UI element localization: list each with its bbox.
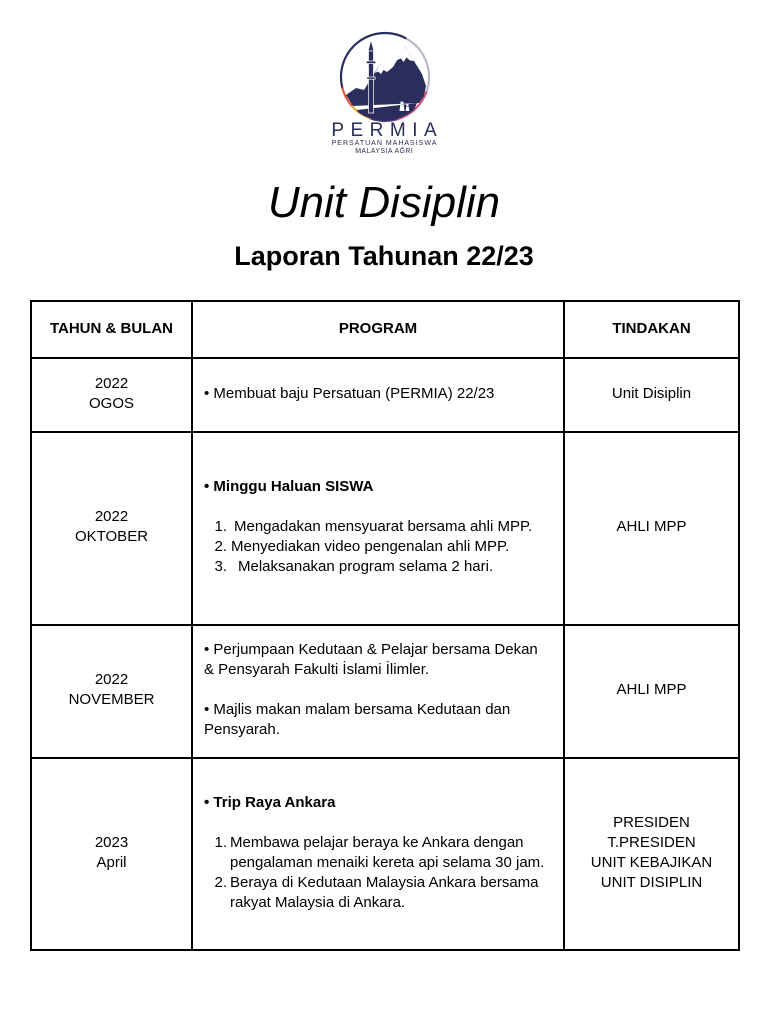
list-text: Mengadakan mensyuarat bersama ahli MPP. — [234, 518, 533, 535]
header-year-month: TAHUN & BULAN — [31, 301, 192, 358]
table-row — [31, 625, 739, 758]
list-number: 2. — [214, 873, 227, 891]
date-cell — [31, 358, 192, 432]
list-item — [204, 833, 557, 873]
program-cell — [192, 625, 564, 758]
list-text: Beraya di Kedutaan Malaysia Ankara bersama rakyat Malaysia di Ankara. — [230, 873, 539, 911]
program-bullet: • Perjumpaan Kedutaan & Pelajar bersama Dekan & Pensyarah Fakulti İslami İlimler. — [204, 641, 538, 678]
action-line: UNIT KEBAJIKAN — [590, 853, 713, 871]
action-cell — [564, 758, 739, 950]
list-item — [204, 517, 557, 537]
logo-wordmark: PERMIA — [331, 120, 444, 141]
list-item — [204, 537, 557, 557]
logo-tagline-1: PERSATUAN MAHASISWA — [331, 140, 438, 147]
action-line: Unit Disiplin — [611, 384, 692, 402]
date-cell — [31, 625, 192, 758]
table-row — [31, 358, 739, 432]
list-text: Menyediakan video pengenalan ahli MPP. — [231, 538, 510, 555]
list-text: Membawa pelajar beraya ke Ankara dengan pengalaman menaiki kereta api selama 30 jam. — [230, 833, 545, 871]
action-cell — [564, 358, 739, 432]
year: 2022 — [94, 671, 129, 688]
program-bullet: • Membuat baju Persatuan (PERMIA) 22/23 — [204, 384, 495, 402]
month: April — [96, 853, 127, 871]
year: 2022 — [94, 508, 129, 525]
logo-tagline-2: MALAYSIA AĞRI — [355, 148, 414, 155]
list-number: 1. — [214, 833, 227, 851]
program-list — [204, 833, 557, 913]
month: OGOS — [88, 394, 134, 412]
permia-emblem-icon — [334, 30, 434, 130]
action-cell — [564, 625, 739, 758]
action-line: UNIT DISIPLIN — [600, 873, 703, 891]
list-number: 1. — [214, 518, 227, 535]
action-line: PRESIDEN — [613, 813, 690, 831]
month: OKTOBER — [74, 528, 149, 545]
list-number: 2. — [214, 538, 227, 555]
year: 2023 — [94, 833, 129, 851]
permia-logo — [324, 30, 444, 160]
header-action: TINDAKAN — [564, 301, 739, 358]
table-row — [31, 758, 739, 950]
list-text: Melaksanakan program selama 2 hari. — [238, 558, 494, 575]
program-heading: • Trip Raya Ankara — [204, 793, 336, 811]
action-line: T.PRESIDEN — [607, 833, 696, 851]
program-cell — [192, 432, 564, 625]
header-program: PROGRAM — [192, 301, 564, 358]
month: NOVEMBER — [68, 691, 155, 708]
table-header-row — [31, 301, 739, 358]
document-subtitle: Laporan Tahunan 22/23 — [234, 241, 534, 271]
program-bullet: • Majlis makan malam bersama Kedutaan dan Pensyarah. — [204, 701, 511, 738]
list-item — [204, 873, 557, 913]
year: 2022 — [94, 374, 129, 392]
table-row — [31, 432, 739, 625]
program-list — [204, 517, 557, 577]
document-title: Unit Disiplin — [267, 178, 501, 227]
date-cell — [31, 432, 192, 625]
action-line: AHLI MPP — [616, 681, 687, 698]
list-item — [204, 557, 557, 577]
date-cell — [31, 758, 192, 950]
list-number: 3. — [214, 558, 227, 575]
action-line: AHLI MPP — [616, 518, 687, 535]
program-heading: • Minggu Haluan SISWA — [204, 478, 374, 495]
report-table — [30, 300, 740, 951]
action-cell — [564, 432, 739, 625]
program-cell — [192, 758, 564, 950]
program-cell — [192, 358, 564, 432]
